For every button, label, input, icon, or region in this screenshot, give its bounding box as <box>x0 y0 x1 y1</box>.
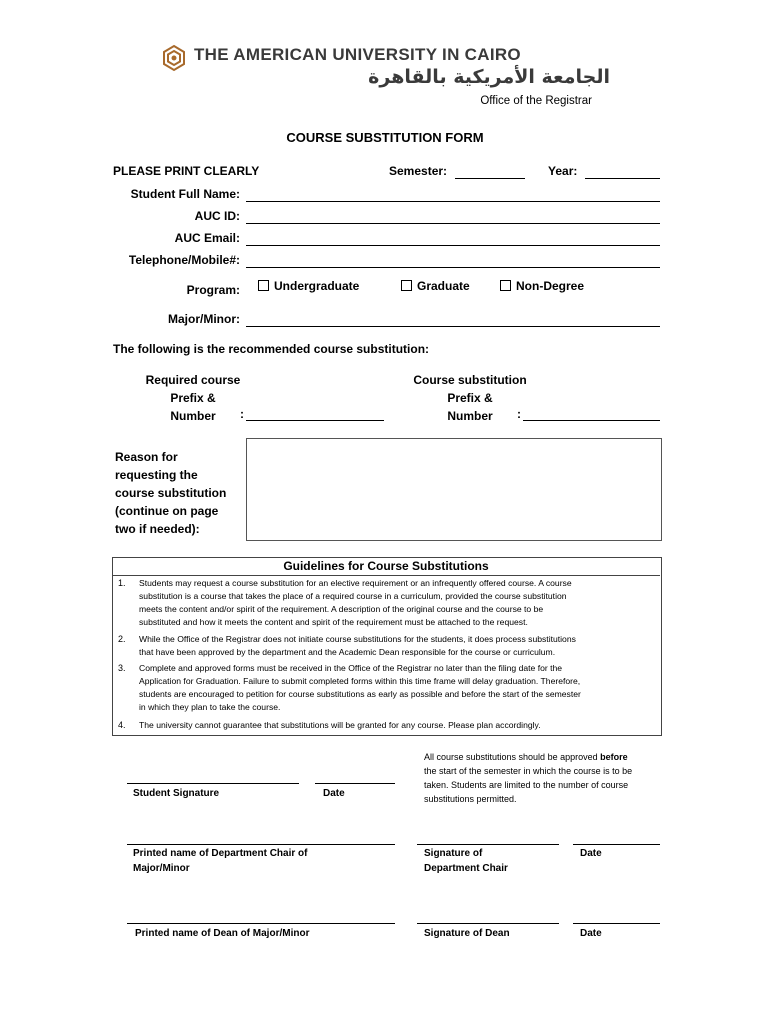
telephone-field[interactable] <box>246 267 660 268</box>
checkbox-icon <box>401 280 412 291</box>
auc-email-field[interactable] <box>246 245 660 246</box>
student-date-field[interactable] <box>315 783 395 784</box>
substitution-course-label: Course substitution Prefix & Number <box>413 373 527 423</box>
substitution-course-colon: : <box>517 407 521 421</box>
program-option-undergraduate[interactable]: Undergraduate <box>258 279 359 293</box>
auc-id-label: AUC ID: <box>194 209 240 223</box>
substitution-course-field[interactable] <box>523 420 660 421</box>
required-course-colon: : <box>240 407 244 421</box>
dean-signature-label: Signature of Dean <box>424 928 510 939</box>
print-clearly-label: PLEASE PRINT CLEARLY <box>113 164 260 178</box>
student-signature-label: Student Signature <box>133 788 220 799</box>
university-name-arabic: الجامعة الأمريكية بالقاهرة <box>368 66 610 88</box>
guideline-number: 3. <box>118 663 126 673</box>
dept-chair-date-field[interactable] <box>573 844 660 845</box>
major-minor-field[interactable] <box>246 326 660 327</box>
checkbox-icon <box>258 280 269 291</box>
guideline-item: Complete and approved forms must be received in the Office of the Registrar no later than the filing date for the Application for Graduation. Failure to submit completed forms within this time frame will delay graduation. Therefore, students are encouraged to petition for course substitutions as early as possible and before the start of the semester in which they plan to take the course. <box>139 663 581 712</box>
year-label: Year: <box>548 164 578 178</box>
student-signature-field[interactable] <box>127 783 299 784</box>
dept-chair-name-label: Printed name of Department Chair of Major/Minor <box>133 848 308 874</box>
recommended-intro: The following is the recommended course substitution: <box>113 342 430 356</box>
major-minor-label: Major/Minor: <box>168 312 240 326</box>
student-date-label: Date <box>323 788 345 799</box>
auc-logo-icon <box>160 44 188 72</box>
guideline-number: 2. <box>118 634 126 644</box>
dept-chair-date-label: Date <box>580 848 602 859</box>
form-title: COURSE SUBSTITUTION FORM <box>286 130 484 145</box>
dean-signature-field[interactable] <box>417 923 559 924</box>
dept-chair-name-field[interactable] <box>127 844 395 845</box>
dean-name-field[interactable] <box>127 923 395 924</box>
dean-date-field[interactable] <box>573 923 660 924</box>
guideline-number: 4. <box>118 720 126 730</box>
required-course-label: Required course Prefix & Number <box>145 373 241 423</box>
reason-textbox[interactable] <box>246 438 662 541</box>
required-course-field[interactable] <box>246 420 384 421</box>
semester-field[interactable] <box>455 178 525 179</box>
guideline-item: While the Office of the Registrar does not initiate course substitutions for the students, it does process substitutions that have been approved by the department and the Academic Dean responsible for the course or curriculum. <box>139 634 576 657</box>
approval-note: All course substitutions should be approved before the start of the semester in which the course is to be taken. Students are limited to the number of course substitutions permitted. <box>424 752 633 804</box>
dean-name-label: Printed name of Dean of Major/Minor <box>135 928 310 939</box>
full-name-field[interactable] <box>246 201 660 202</box>
reason-label: Reason for requesting the course substitution (continue on page two if needed): <box>115 450 227 536</box>
guideline-number: 1. <box>118 578 126 588</box>
year-field[interactable] <box>585 178 660 179</box>
auc-email-label: AUC Email: <box>174 231 240 245</box>
telephone-label: Telephone/Mobile#: <box>128 253 240 267</box>
guideline-item: Students may request a course substitution for an elective requirement or an infrequently offered course. A course substitution is a course that takes the place of a required course in a curriculum, provided the course substitution meets the content and/or spirit of the requirement. A description of the original course and the course to be substituted and how it meets the content and spirit of the requirement must be attached to the request. <box>139 578 572 627</box>
program-label: Program: <box>186 283 240 297</box>
dept-chair-signature-label: Signature of Department Chair <box>424 848 508 874</box>
guidelines-title: Guidelines for Course Substitutions <box>112 557 660 576</box>
program-option-non-degree[interactable]: Non-Degree <box>500 279 584 293</box>
office-name: Office of the Registrar <box>480 95 592 107</box>
dept-chair-signature-field[interactable] <box>417 844 559 845</box>
checkbox-icon <box>500 280 511 291</box>
university-name-english: THE AMERICAN UNIVERSITY IN CAIRO <box>194 45 521 64</box>
program-option-graduate[interactable]: Graduate <box>401 279 470 293</box>
dean-date-label: Date <box>580 928 602 939</box>
auc-id-field[interactable] <box>246 223 660 224</box>
guideline-item: The university cannot guarantee that substitutions will be granted for any course. Please plan accordingly. <box>139 720 541 730</box>
semester-label: Semester: <box>389 164 448 178</box>
full-name-label: Student Full Name: <box>130 187 240 201</box>
